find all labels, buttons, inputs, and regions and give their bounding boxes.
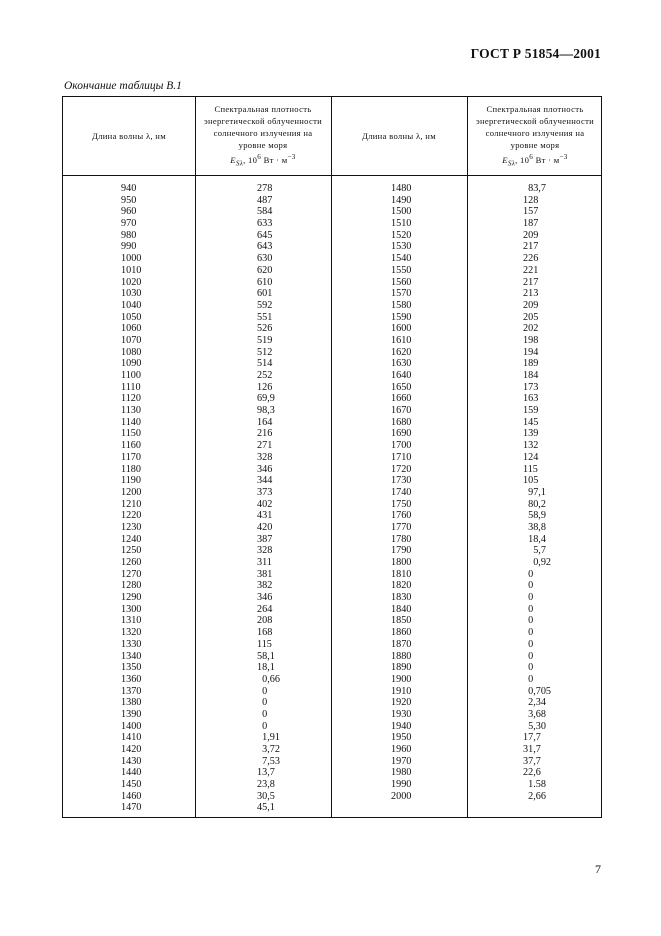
- wavelength-cell: 1500: [391, 206, 412, 218]
- wavelength-cell: 1460: [121, 790, 142, 802]
- density-cell: 5,7: [523, 545, 546, 557]
- density-cell: 311: [257, 557, 272, 568]
- wavelength-cell: 1570: [391, 288, 412, 300]
- wavelength-cell: 1120: [121, 393, 141, 405]
- density-cell: 346: [257, 592, 273, 604]
- density-cell: 217: [523, 276, 539, 288]
- density-cell: 18,1: [257, 662, 275, 674]
- wavelength-cell: 1470: [121, 802, 142, 814]
- header-text: Длина волны: [362, 131, 416, 141]
- wavelength-cell: 1400: [121, 720, 142, 732]
- wavelength-cell: 1420: [121, 744, 142, 755]
- wavelength-cell: 1250: [121, 545, 142, 557]
- density-cell: 0: [523, 615, 534, 627]
- density-cell: 80,2: [523, 498, 546, 510]
- wavelength-cell: 1130: [121, 405, 141, 417]
- unit-exponent: 6: [257, 152, 262, 161]
- wavelength-cell: 1520: [391, 229, 412, 241]
- density-cell: 0: [523, 650, 534, 662]
- wavelength-cell: 1990: [391, 779, 412, 791]
- wavelength-cell: 1800: [391, 557, 412, 568]
- page-number: 7: [595, 862, 601, 876]
- wavelength-cell: 1720: [391, 463, 412, 475]
- density-cell: 487: [257, 194, 273, 206]
- wavelength-cell: 1620: [391, 346, 412, 358]
- wavelength-cell: 1660: [391, 393, 412, 405]
- density-cell: 30,5: [257, 790, 275, 802]
- wavelength-cell: 1820: [391, 580, 412, 592]
- wavelength-cell: 1110: [121, 381, 141, 393]
- data-table: [62, 96, 602, 818]
- density-cell: 115: [257, 638, 272, 650]
- wavelength-cell: 1690: [391, 428, 412, 440]
- wavelength-cell: 1560: [391, 276, 412, 288]
- density-cell: 7,53: [257, 755, 280, 767]
- density-cell: 213: [523, 288, 539, 300]
- wavelength-cell: 1850: [391, 615, 412, 627]
- wavelength-cell: 970: [121, 218, 137, 230]
- header-wavelength-right: [331, 97, 467, 175]
- wavelength-cell: 1100: [121, 370, 141, 381]
- wavelength-cell: 1050: [121, 311, 142, 323]
- header-text: Спектральная плотность энергетической облученности солнечного излучения на уровне моря: [203, 103, 323, 150]
- density-cell: 157: [523, 206, 539, 218]
- wavelength-cell: 1270: [121, 568, 142, 580]
- wavelength-cell: 1650: [391, 381, 412, 393]
- lambda-symbol: λ: [145, 131, 151, 141]
- wavelength-cell: 1760: [391, 510, 412, 522]
- density-cell: 31,7: [523, 744, 541, 755]
- density-cell: 187: [523, 218, 539, 230]
- wavelength-cell: 1780: [391, 533, 412, 545]
- density-cell: 69,9: [257, 393, 275, 405]
- density-cell: 97,1: [523, 486, 546, 498]
- unit-exponent: −3: [287, 152, 296, 161]
- density-cell: 145: [523, 416, 539, 428]
- lambda-symbol: λ: [415, 131, 421, 141]
- density-cell: 431: [257, 510, 273, 522]
- wavelength-cell: 1830: [391, 592, 412, 604]
- column-divider: [467, 97, 468, 817]
- wavelength-cell: 1870: [391, 638, 412, 650]
- density-cell: 2,66: [523, 790, 546, 802]
- density-cell: 205: [523, 311, 539, 323]
- header-text: Длина волны: [92, 131, 146, 141]
- density-cell: 645: [257, 229, 273, 241]
- wavelength-cell: 1600: [391, 323, 412, 335]
- wavelength-cell: 1670: [391, 405, 412, 417]
- wavelength-cell: 1140: [121, 416, 141, 428]
- density-cell: 105: [523, 475, 539, 487]
- density-cell: 208: [257, 615, 273, 627]
- header-unit: Вт · м: [533, 154, 560, 165]
- density-cell: 209: [523, 299, 539, 311]
- wavelength-cell: 1480: [391, 183, 412, 194]
- wavelength-cell: 1430: [121, 755, 142, 767]
- wavelength-cell: 1440: [121, 767, 142, 779]
- wavelength-cell: 1350: [121, 662, 142, 674]
- wavelength-cell: 1380: [121, 697, 142, 709]
- wavelength-cell: 1310: [121, 615, 142, 627]
- density-cell: 519: [257, 334, 273, 346]
- density-cell: 643: [257, 241, 273, 253]
- wavelength-cell: 1960: [391, 744, 412, 755]
- density-cell: 0: [523, 580, 534, 592]
- density-cell: 98,3: [257, 405, 275, 417]
- density-cell: 194: [523, 346, 539, 358]
- density-cell: 264: [257, 603, 273, 615]
- wavelength-cell: 1890: [391, 662, 412, 674]
- wavelength-cell: 1750: [391, 498, 412, 510]
- wavelength-cell: 1320: [121, 627, 142, 639]
- wavelength-cell: 1330: [121, 638, 142, 650]
- wavelength-cell: 1530: [391, 241, 412, 253]
- wavelength-cell: 1640: [391, 370, 412, 381]
- density-cell: 45,1: [257, 802, 275, 814]
- density-cell: 173: [523, 381, 539, 393]
- wavelength-cell: 1360: [121, 673, 142, 685]
- header-unit: Вт · м: [261, 154, 288, 165]
- density-cell: 3,72: [257, 744, 280, 755]
- density-cell: 115: [523, 463, 538, 475]
- e-subscript: Sλ: [507, 159, 516, 168]
- e-symbol: E: [230, 154, 236, 165]
- density-cell: 202: [523, 323, 539, 335]
- wavelength-cell: 1000: [121, 253, 142, 265]
- density-cell: 163: [523, 393, 539, 405]
- wavelength-cell: 980: [121, 229, 137, 241]
- wavelength-cell: 1060: [121, 323, 142, 335]
- density-cell: 1.58: [523, 779, 546, 791]
- density-cell: 58,9: [523, 510, 546, 522]
- header-divider: [63, 175, 601, 176]
- density-cell: 278: [257, 183, 273, 194]
- density-cell: 124: [523, 451, 539, 463]
- right-wavelength-column: [391, 183, 411, 802]
- wavelength-cell: 1300: [121, 603, 142, 615]
- wavelength-cell: 1260: [121, 557, 142, 568]
- column-divider: [331, 97, 332, 817]
- wavelength-cell: 1610: [391, 334, 412, 346]
- header-unit: , 10: [243, 154, 258, 165]
- density-cell: 271: [257, 440, 273, 452]
- density-cell: 382: [257, 580, 273, 592]
- wavelength-cell: 1790: [391, 545, 412, 557]
- wavelength-cell: 1220: [121, 510, 142, 522]
- density-cell: 139: [523, 428, 539, 440]
- density-cell: 0,92: [523, 557, 552, 568]
- density-cell: 514: [257, 358, 273, 370]
- wavelength-cell: 1910: [391, 685, 412, 697]
- density-cell: 126: [257, 381, 273, 393]
- wavelength-cell: 990: [121, 241, 137, 253]
- density-cell: 620: [257, 264, 273, 276]
- header-text: Спектральная плотность энергетической облученности солнечного излучения на уровне моря: [475, 103, 595, 150]
- density-cell: 0: [523, 627, 534, 639]
- density-cell: 373: [257, 486, 273, 498]
- density-cell: 189: [523, 358, 539, 370]
- left-density-column: [257, 183, 280, 814]
- header-density-right: [467, 97, 603, 175]
- wavelength-cell: 1590: [391, 311, 412, 323]
- wavelength-cell: 1390: [121, 708, 142, 720]
- wavelength-cell: 1190: [121, 475, 141, 487]
- wavelength-cell: 1370: [121, 685, 142, 697]
- density-cell: 381: [257, 568, 273, 580]
- density-cell: 13,7: [257, 767, 275, 779]
- wavelength-cell: 1340: [121, 650, 142, 662]
- density-cell: 0: [523, 603, 534, 615]
- header-unit: , нм: [150, 131, 166, 141]
- wavelength-cell: 1200: [121, 486, 142, 498]
- left-wavelength-column: [121, 183, 141, 814]
- header-unit: , нм: [420, 131, 436, 141]
- e-symbol: E: [502, 154, 508, 165]
- wavelength-cell: 1240: [121, 533, 142, 545]
- unit-exponent: −3: [559, 152, 568, 161]
- wavelength-cell: 1630: [391, 358, 412, 370]
- density-cell: 551: [257, 311, 273, 323]
- density-cell: 328: [257, 545, 273, 557]
- density-cell: 5,30: [523, 720, 546, 732]
- density-cell: 22,6: [523, 767, 541, 779]
- wavelength-cell: 1020: [121, 276, 142, 288]
- density-cell: 584: [257, 206, 273, 218]
- wavelength-cell: 1710: [391, 451, 412, 463]
- density-cell: 83,7: [523, 183, 546, 194]
- density-cell: 38,8: [523, 521, 546, 533]
- density-cell: 0: [523, 662, 534, 674]
- wavelength-cell: 1090: [121, 358, 142, 370]
- density-cell: 526: [257, 323, 273, 335]
- wavelength-cell: 1180: [121, 463, 141, 475]
- wavelength-cell: 1450: [121, 779, 142, 791]
- density-cell: 168: [257, 627, 273, 639]
- wavelength-cell: 1730: [391, 475, 412, 487]
- wavelength-cell: 1410: [121, 732, 142, 744]
- density-cell: 346: [257, 463, 273, 475]
- density-cell: 0: [523, 592, 534, 604]
- density-cell: 0: [257, 720, 268, 732]
- density-cell: 512: [257, 346, 273, 358]
- wavelength-cell: 1900: [391, 673, 412, 685]
- wavelength-cell: 950: [121, 194, 137, 206]
- wavelength-cell: 2000: [391, 790, 412, 802]
- column-divider: [195, 97, 196, 817]
- density-cell: 221: [523, 264, 539, 276]
- wavelength-cell: 1010: [121, 264, 142, 276]
- wavelength-cell: 960: [121, 206, 137, 218]
- wavelength-cell: 1230: [121, 521, 142, 533]
- header-wavelength-left: [63, 97, 195, 175]
- density-cell: 0: [257, 697, 268, 709]
- density-cell: 344: [257, 475, 273, 487]
- wavelength-cell: 1290: [121, 592, 142, 604]
- wavelength-cell: 1770: [391, 521, 412, 533]
- wavelength-cell: 1550: [391, 264, 412, 276]
- wavelength-cell: 940: [121, 183, 137, 194]
- density-cell: 0,705: [523, 685, 552, 697]
- wavelength-cell: 1880: [391, 650, 412, 662]
- density-cell: 198: [523, 334, 539, 346]
- wavelength-cell: 1490: [391, 194, 412, 206]
- wavelength-cell: 1680: [391, 416, 412, 428]
- right-density-column: [523, 183, 551, 802]
- density-cell: 630: [257, 253, 273, 265]
- wavelength-cell: 1040: [121, 299, 142, 311]
- wavelength-cell: 1840: [391, 603, 412, 615]
- wavelength-cell: 1980: [391, 767, 412, 779]
- unit-exponent: 6: [529, 152, 534, 161]
- density-cell: 17,7: [523, 732, 541, 744]
- header-density-left: [195, 97, 331, 175]
- density-cell: 0: [523, 638, 534, 650]
- wavelength-cell: 1970: [391, 755, 412, 767]
- density-cell: 159: [523, 405, 539, 417]
- density-cell: 1,91: [257, 732, 280, 744]
- density-cell: 23,8: [257, 779, 275, 791]
- wavelength-cell: 1540: [391, 253, 412, 265]
- wavelength-cell: 1210: [121, 498, 142, 510]
- density-cell: 0: [523, 673, 534, 685]
- wavelength-cell: 1920: [391, 697, 412, 709]
- wavelength-cell: 1150: [121, 428, 141, 440]
- density-cell: 37,7: [523, 755, 541, 767]
- wavelength-cell: 1280: [121, 580, 142, 592]
- density-cell: 610: [257, 276, 273, 288]
- e-subscript: Sλ: [235, 159, 244, 168]
- table-caption: Окончание таблицы В.1: [64, 80, 182, 92]
- wavelength-cell: 1170: [121, 451, 141, 463]
- density-cell: 164: [257, 416, 273, 428]
- wavelength-cell: 1510: [391, 218, 412, 230]
- density-cell: 217: [523, 241, 539, 253]
- density-cell: 633: [257, 218, 273, 230]
- wavelength-cell: 1580: [391, 299, 412, 311]
- density-cell: 226: [523, 253, 539, 265]
- density-cell: 209: [523, 229, 539, 241]
- wavelength-cell: 1950: [391, 732, 412, 744]
- wavelength-cell: 1940: [391, 720, 412, 732]
- density-cell: 592: [257, 299, 273, 311]
- density-cell: 0,66: [257, 673, 280, 685]
- header-unit: , 10: [515, 154, 530, 165]
- wavelength-cell: 1810: [391, 568, 412, 580]
- wavelength-cell: 1080: [121, 346, 142, 358]
- wavelength-cell: 1700: [391, 440, 412, 452]
- wavelength-cell: 1070: [121, 334, 142, 346]
- wavelength-cell: 1930: [391, 708, 412, 720]
- density-cell: 601: [257, 288, 273, 300]
- density-cell: 184: [523, 370, 539, 381]
- density-cell: 0: [523, 568, 534, 580]
- density-cell: 2,34: [523, 697, 546, 709]
- density-cell: 216: [257, 428, 273, 440]
- wavelength-cell: 1160: [121, 440, 141, 452]
- document-code: ГОСТ Р 51854—2001: [470, 46, 601, 61]
- density-cell: 18,4: [523, 533, 546, 545]
- density-cell: 132: [523, 440, 539, 452]
- density-cell: 0: [257, 685, 268, 697]
- density-cell: 328: [257, 451, 273, 463]
- density-cell: 420: [257, 521, 273, 533]
- density-cell: 58,1: [257, 650, 275, 662]
- density-cell: 252: [257, 370, 273, 381]
- density-cell: 3,68: [523, 708, 546, 720]
- wavelength-cell: 1740: [391, 486, 412, 498]
- density-cell: 387: [257, 533, 273, 545]
- density-cell: 402: [257, 498, 273, 510]
- wavelength-cell: 1030: [121, 288, 142, 300]
- wavelength-cell: 1860: [391, 627, 412, 639]
- density-cell: 128: [523, 194, 539, 206]
- density-cell: 0: [257, 708, 268, 720]
